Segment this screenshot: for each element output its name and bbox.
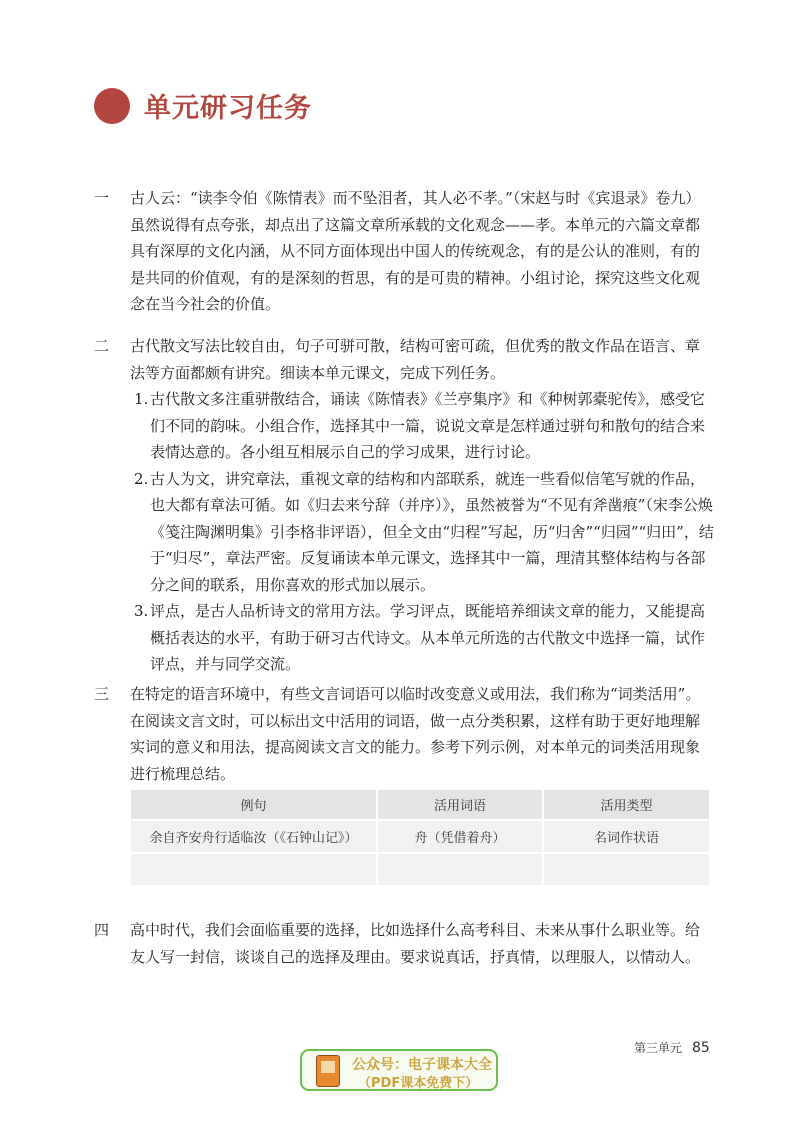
watermark-line-1: 公众号：电子课本大全 xyxy=(352,1057,492,1073)
page-number: 85 xyxy=(692,1040,710,1056)
task-3 xyxy=(94,681,714,787)
subtask-number: 2. xyxy=(134,469,149,488)
table-cell: 舟（凭借着舟） xyxy=(377,820,543,853)
task-number: 一 xyxy=(94,189,110,207)
subtask-text: 古代散文多注重骈散结合，诵读《陈情表》《兰亭集序》和《种树郭橐驼传》，感受它们不同的韵味。小组合作，选择其中一篇，说说文章是怎样通过骈句和散句的结合来表情达意的。各小组互相展示自己的学习成果，进行讨论。 xyxy=(150,390,706,461)
task-1 xyxy=(94,185,714,318)
watermark-line-2: （PDF课本免费下） xyxy=(358,1076,479,1091)
watermark-badge xyxy=(300,1049,498,1091)
subtask-1 xyxy=(134,386,714,466)
section-header xyxy=(94,86,312,125)
example-table xyxy=(131,790,709,887)
task-number: 二 xyxy=(94,337,110,355)
book-icon xyxy=(316,1055,340,1087)
task-text: 高中时代，我们会面临重要的选择，比如选择什么高考科目、未来从事什么职业等。给友人写一封信，谈谈自己的选择及理由。要求说真话，抒真情，以理服人，以情动人。 xyxy=(130,921,701,966)
table-header-row xyxy=(131,790,709,820)
page-footer xyxy=(634,1039,710,1056)
table-cell xyxy=(543,853,709,886)
task-text: 古人云：“读李令伯《陈情表》而不坠泪者，其人必不孝。”（宋赵与时《宾退录》卷九）虽然说得有点夸张，却点出了这篇文章所承载的文化观念——孝。本单元的六篇文章都具有深厚的文化内涵，从不同方面体现出中国人的传统观念，有的是公认的准则，有的是共同的价值观，有的是深刻的哲思，有的是可贵的精神。小组讨论，探究这些文化观念在当今社会的价值。 xyxy=(130,189,701,313)
column-header: 例句 xyxy=(131,790,377,820)
table-row xyxy=(131,853,709,886)
subtask-number: 1. xyxy=(134,390,149,408)
header-dot-icon xyxy=(94,88,130,124)
table-cell xyxy=(377,853,543,886)
column-header: 活用词语 xyxy=(377,790,543,820)
table-cell xyxy=(131,853,377,886)
task-text: 古代散文写法比较自由，句子可骈可散，结构可密可疏，但优秀的散文作品在语言、章法等方面都颇有讲究。细读本单元课文，完成下列任务。 xyxy=(130,337,701,382)
subtask-number: 3. xyxy=(134,602,149,620)
column-header: 活用类型 xyxy=(543,790,709,820)
subtask-text: 评点，是古人品析诗文的常用方法。学习评点，既能培养细读文章的能力，又能提高概括表达的水平，有助于研习古代诗文。从本单元所选的古代散文中选择一篇，试作评点，并与同学交流。 xyxy=(150,602,706,673)
task-2 xyxy=(94,333,714,678)
task-text: 在特定的语言环境中，有些文言词语可以临时改变意义或用法，我们称为“词类活用”。在阅读文言文时，可以标出文中活用的词语，做一点分类积累，这样有助于更好地理解实词的意义和用法，提高阅读文言文的能力。参考下列示例，对本单元的词类活用现象进行梳理总结。 xyxy=(130,685,701,783)
subtask-2 xyxy=(134,466,714,599)
unit-label: 第三单元 xyxy=(634,1041,683,1055)
task-4 xyxy=(94,917,714,970)
page-title: 单元研习任务 xyxy=(144,93,312,124)
table-cell: 名词作状语 xyxy=(543,820,709,853)
subtask-text: 古人为文，讲究章法，重视文章的结构和内部联系，就连一些看似信笔写就的作品，也大都有章法可循。如《归去来兮辞（并序）》，虽然被誉为“不见有斧凿痕”（宋李公焕《笺注陶渊明集》引李格非评语），但全文由“归程”写起，历“归舍”“归园”“归田”，结于“归尽”，章法严密。反复诵读本单元课文，选择其中一篇，理清其整体结构与各部分之间的联系，用你喜欢的形式加以展示。 xyxy=(150,469,714,594)
task-number: 四 xyxy=(94,921,110,939)
task-number: 三 xyxy=(94,685,110,703)
table-cell: 余自齐安舟行适临汝（《石钟山记》） xyxy=(131,820,377,853)
table-row xyxy=(131,820,709,853)
subtask-3 xyxy=(134,598,714,678)
